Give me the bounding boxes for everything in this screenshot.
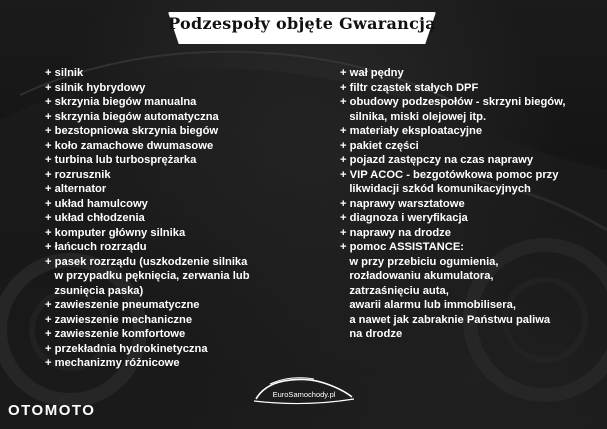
left-list-item: + silnik hybrydowy bbox=[45, 81, 146, 94]
left-list-item: + skrzynia biegów manualna bbox=[45, 96, 197, 108]
left-list-item: + koło zamachowe dwumasowe bbox=[45, 139, 214, 152]
left-list-item: + rozrusznik bbox=[45, 168, 111, 181]
logo-text: EuroSamochody.pl bbox=[272, 390, 336, 399]
warranty-components-list-left bbox=[45, 66, 250, 371]
left-list-item: w przypadku pęknięcia, zerwania lub bbox=[45, 270, 250, 282]
left-list-item: + turbina lub turbosprężarka bbox=[45, 154, 197, 166]
otomoto-watermark: OTOMOTO bbox=[8, 402, 96, 419]
page-title: Podzespoły objęte Gwarancją bbox=[168, 14, 436, 33]
right-list-item: silnika, miski olejowej itp. bbox=[340, 110, 487, 123]
right-list-item: + diagnoza i weryfikacja bbox=[340, 212, 468, 224]
left-list-item: + układ hamulcowy bbox=[45, 197, 148, 210]
left-list-item: + bezstopniowa skrzynia biegów bbox=[45, 125, 219, 137]
right-list-item: + wał pędny bbox=[340, 67, 404, 79]
left-list-item: + łańcuch rozrządu bbox=[45, 241, 147, 253]
left-list-item: + mechanizmy różnicowe bbox=[45, 357, 180, 369]
right-list-item: rozładowaniu akumulatora, bbox=[340, 270, 494, 282]
left-list-item: zsunięcia paska) bbox=[45, 284, 144, 297]
right-list-item: w przy przebiciu ogumienia, bbox=[340, 255, 499, 268]
left-list-item: + skrzynia biegów automatyczna bbox=[45, 110, 219, 123]
warranty-components-list-right bbox=[340, 66, 566, 342]
right-list-item: + pakiet części bbox=[340, 139, 419, 152]
right-list-item: + materiały eksploatacyjne bbox=[340, 125, 483, 137]
right-list-item: + naprawy na drodze bbox=[340, 226, 451, 239]
right-list-item: + pomoc ASSISTANCE: bbox=[340, 241, 465, 253]
left-list-item: + układ chłodzenia bbox=[45, 212, 145, 224]
left-list-item: + zawieszenie mechaniczne bbox=[45, 313, 193, 326]
left-list-item: + silnik bbox=[45, 67, 84, 79]
left-list-item: + pasek rozrządu (uszkodzenie silnika bbox=[45, 255, 248, 268]
right-list-item: + naprawy warsztatowe bbox=[340, 197, 465, 210]
right-list-item: + obudowy podzespołów - skrzyni biegów, bbox=[340, 96, 566, 108]
right-list-item: na drodze bbox=[340, 328, 403, 340]
right-list-item: + filtr cząstek stałych DPF bbox=[340, 81, 479, 94]
left-list-item: + komputer główny silnika bbox=[45, 226, 186, 239]
right-list-item: awarii alarmu lub immobilisera, bbox=[340, 299, 516, 311]
right-list-item: likwidacji szkód komunikacyjnych bbox=[340, 183, 531, 195]
right-list-item: + pojazd zastępczy na czas naprawy bbox=[340, 154, 534, 166]
left-list-item: + zawieszenie pneumatyczne bbox=[45, 299, 200, 311]
right-list-item: zatrzaśnięciu auta, bbox=[340, 284, 449, 297]
left-list-item: + alternator bbox=[45, 183, 107, 195]
right-list-item: a nawet jak zabraknie Państwu paliwa bbox=[340, 313, 551, 326]
right-list-item: + VIP ACOC - bezgotówkowa pomoc przy bbox=[340, 168, 559, 181]
left-list-item: + przekładnia hydrokinetyczna bbox=[45, 342, 208, 355]
left-list-item: + zawieszenie komfortowe bbox=[45, 328, 186, 340]
